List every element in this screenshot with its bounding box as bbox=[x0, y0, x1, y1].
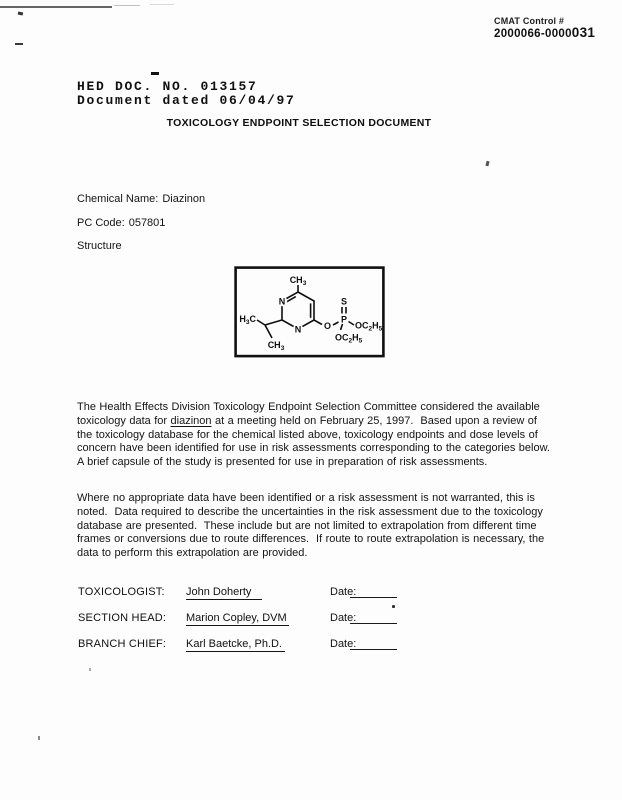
phosphorus-label: P bbox=[340, 314, 348, 325]
scan-artifact bbox=[392, 605, 395, 608]
date-label: Date: bbox=[330, 586, 357, 598]
chemical-name-field bbox=[77, 193, 205, 206]
role-label: TOXICOLOGIST: bbox=[78, 586, 165, 598]
scan-artifact bbox=[151, 72, 159, 75]
scan-artifact bbox=[150, 4, 174, 5]
scan-artifact bbox=[38, 736, 40, 740]
pc-code-field bbox=[77, 217, 165, 230]
hed-doc-header bbox=[77, 80, 296, 107]
document-date-line: Document dated 06/04/97 bbox=[77, 92, 296, 108]
date-blank-line bbox=[350, 586, 397, 598]
nitrogen-lower-label: N bbox=[294, 324, 302, 335]
uncertainty-paragraph: Where no appropriate data have been identified or a risk assessment is not warranted, this is noted. Data required to describe the uncertainties in the risk assessment due to the toxicology database are presented. These include but are not limited to extrapolation from different time frames or conversions due to route differences. If route to route extrapolation is necessary, the data to perform this extrapolation are provided. bbox=[77, 492, 548, 560]
pc-code-value: 057801 bbox=[128, 217, 166, 229]
nitrogen-upper-label: N bbox=[278, 296, 286, 307]
methyl-bottom-label: $CH_3$ bbox=[267, 340, 285, 353]
scan-artifact bbox=[485, 161, 489, 166]
pc-code-label: PC Code: bbox=[77, 217, 125, 229]
hed-doc-number: HED DOC. NO. 013157 bbox=[77, 79, 258, 94]
structure-label: Structure bbox=[77, 240, 122, 252]
page-title: TOXICOLOGY ENDPOINT SELECTION DOCUMENT bbox=[166, 117, 432, 129]
intro-paragraph-text: The Health Effects Division Toxicology Endpoint Selection Committee considered the available toxicology data for bbox=[77, 401, 544, 427]
role-label: SECTION HEAD: bbox=[78, 612, 167, 624]
signature-row-toxicologist bbox=[77, 586, 417, 601]
signature-row-branch-chief bbox=[77, 638, 417, 653]
signer-name: Marion Copley, DVM bbox=[186, 612, 287, 624]
scan-artifact bbox=[18, 12, 23, 15]
scan-artifact bbox=[114, 5, 140, 6]
pyrimidine-ring-bonds bbox=[257, 285, 354, 338]
oxygen-bridge-label: O bbox=[323, 320, 332, 331]
scan-artifact bbox=[15, 43, 23, 45]
role-label: BRANCH CHIEF: bbox=[78, 638, 167, 650]
cmat-control-block bbox=[494, 15, 595, 40]
intro-paragraph bbox=[77, 401, 557, 470]
chemical-name-label: Chemical Name: bbox=[77, 193, 159, 205]
chemical-name-value: Diazinon bbox=[162, 193, 206, 205]
cmat-control-label: CMAT Control # bbox=[494, 16, 565, 26]
chemical-underlined: diazinon bbox=[170, 414, 212, 427]
signer-name: John Doherty bbox=[186, 586, 262, 600]
isopropyl-h3c-label: $H_3C$ bbox=[239, 314, 256, 327]
date-blank-line bbox=[350, 612, 397, 624]
date-label: Date: bbox=[330, 612, 357, 624]
signature-row-section-head bbox=[77, 612, 417, 627]
sulfur-label: S bbox=[340, 296, 348, 307]
ethoxy-bottom-label: $OC_2H_5$ bbox=[335, 332, 363, 345]
ethoxy-right-label: $OC_2H_5$ bbox=[355, 320, 383, 333]
intro-paragraph-text: at a meeting held on February 25, 1997. Based upon a review of the toxicology database for the chemical listed above, toxicology endpoints and dose levels of concern have been identified for use in risk assessments corresponding to the categories below. A brief capsule of the study is presented for use in preparation of risk assessments. bbox=[77, 414, 557, 469]
scan-artifact bbox=[89, 668, 91, 671]
date-label: Date: bbox=[330, 638, 357, 650]
cmat-control-number bbox=[494, 27, 595, 40]
signer-name: Karl Baetcke, Ph.D. bbox=[186, 638, 285, 652]
cmat-number-prefix: 2000066-0000 bbox=[494, 28, 572, 40]
date-blank-line bbox=[350, 638, 397, 650]
scan-artifact-top-line bbox=[0, 6, 112, 8]
methyl-top-label: $CH_3$ bbox=[289, 275, 307, 288]
cmat-number-suffix: 031 bbox=[571, 25, 596, 40]
chemical-structure-diagram bbox=[234, 266, 386, 359]
